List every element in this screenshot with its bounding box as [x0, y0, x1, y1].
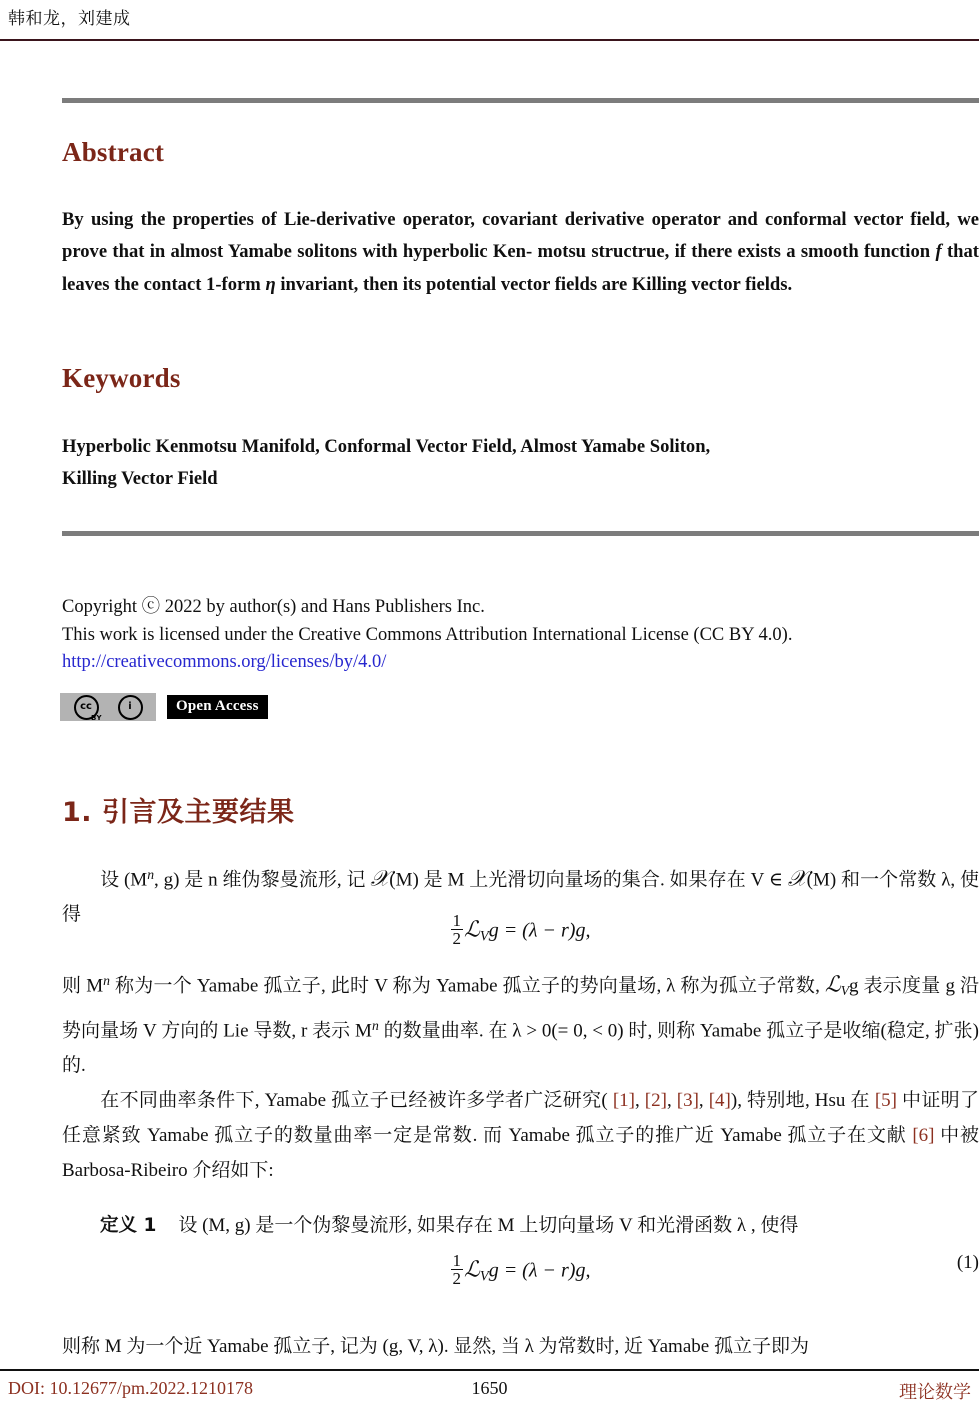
keywords-text: [62, 431, 979, 496]
cc-by-label: BY: [91, 714, 103, 722]
paragraph-3: 在不同曲率条件下, Yamabe 孤立子已经被许多学者广泛研究( [1], [2], [3], [4]), 特别地, Hsu 在 [5] 中证明了任意紧致 Yamabe 孤立子的数量曲率一定是常数. 而 Yamabe 孤立子的推广近 Yamabe 孤立子在文献 [6] 中被 Barbosa-Ribeiro 介绍如下:: [62, 1090, 979, 1181]
lie-subscript-v-2: V: [479, 1268, 489, 1285]
lie-subscript-v-inline: V: [840, 983, 850, 999]
footer-journal-name: 理论数学: [899, 1382, 971, 1403]
one-half-fraction-2: [451, 1252, 464, 1288]
lie-subscript-v: V: [479, 928, 489, 945]
header-authors: 韩和龙，刘建成: [8, 9, 131, 29]
abstract-line-2: conformal vector field, we prove that in almost Yamabe solitons with hyperbolic Ken-: [62, 209, 979, 263]
license-line: This work is licensed under the Creative Commons Attribution International License (CC BY 4.0).: [62, 624, 793, 645]
definition-text: 设 (M, g) 是一个伪黎曼流形, 如果存在 M 上切向量场 V 和光滑函数 λ , 使得: [178, 1215, 799, 1236]
abstract-line-4: invariant, then its potential vector fields are Killing vector fields.: [280, 273, 793, 295]
lie-derivative-symbol-2: ℒ: [464, 1257, 480, 1283]
citation-1[interactable]: [1]: [612, 1090, 635, 1111]
p2-part-b: 称为一个 Yamabe 孤立子, 此时 V 称为 Yamabe 孤立子的势向量场, λ 称为孤立子常数,: [109, 975, 825, 997]
fraction-numerator: 1: [452, 911, 462, 930]
p3-part-b: ), 特别地, Hsu 在: [730, 1090, 875, 1111]
citation-5[interactable]: [5]: [874, 1090, 897, 1111]
p1-part-d: (M) 和一个常数 λ, 使得: [62, 869, 979, 926]
open-access-badge[interactable]: Open Access: [167, 695, 268, 720]
abstract-bottom-rule: [62, 531, 979, 536]
equation-number: (1): [956, 1252, 979, 1273]
header-rule: [0, 39, 979, 41]
citation-2[interactable]: [2]: [644, 1090, 667, 1111]
p1-part-c: (M) 是 M 上光滑切向量场的集合. 如果存在 V ∈: [389, 869, 788, 891]
abstract-line-1: By using the properties of Lie-derivative operator, covariant derivative operator and: [62, 209, 758, 230]
equation-a-rest: g = (λ − r)g,: [488, 919, 591, 942]
page-footer: [0, 1376, 979, 1410]
fraction-numerator-2: 1: [452, 1251, 462, 1270]
definition-1: [62, 1208, 979, 1243]
keywords-line-1: Hyperbolic Kenmotsu Manifold, Conformal Vector Field, Almost Yamabe Soliton,: [62, 436, 711, 457]
one-half-fraction: [451, 912, 464, 948]
copyright-block: [62, 594, 979, 677]
p3-part-d: 中被 Barbosa-Ribeiro 介绍如下:: [62, 1125, 979, 1181]
p3-part-a: 在不同曲率条件下, Yamabe 孤立子已经被许多学者广泛研究(: [100, 1090, 613, 1111]
p3-part-c: 中证明了任意紧致 Yamabe 孤立子的数量曲率一定是常数. 而 Yamabe 孤立子的推广近 Yamabe 孤立子在文献: [62, 1090, 979, 1146]
keywords-heading: Keywords: [62, 363, 181, 393]
p2-superscript-n: n: [103, 973, 110, 988]
citation-4[interactable]: [4]: [708, 1090, 731, 1111]
p2-superscript-n-2: n: [371, 1018, 379, 1034]
display-equation-1: [62, 1252, 979, 1288]
abstract-top-rule: [62, 98, 979, 103]
abstract-math-eta: η: [265, 273, 276, 295]
footer-page-number: 1650: [471, 1378, 508, 1398]
page-header: [0, 0, 979, 41]
fraction-denominator-2: 2: [452, 1269, 462, 1289]
license-badges: [60, 693, 268, 721]
p1-part-b: , g) 是 n 维伪黎曼流形, 记: [154, 869, 371, 891]
copyright-line: Copyright ⓒ 2022 by author(s) and Hans Publishers Inc.: [62, 597, 485, 617]
abstract-line-3b: that leaves the contact 1-form: [62, 241, 979, 295]
citation-3[interactable]: [3]: [676, 1090, 699, 1111]
keywords-line-2: Killing Vector Field: [62, 468, 218, 490]
display-equation-a: [62, 912, 979, 948]
citation-6[interactable]: [6]: [912, 1125, 935, 1146]
script-x-symbol-2: 𝒳: [787, 866, 807, 892]
footer-rule: [0, 1369, 979, 1371]
license-link[interactable]: http://creativecommons.org/licenses/by/4.0/: [62, 652, 387, 672]
p1-superscript-n: n: [147, 867, 155, 882]
p2-part-c: g 表示度量 g 沿势向量场 V 方向的 Lie 导数, r 表示 M: [62, 975, 979, 1042]
paragraph-2: [62, 963, 979, 1083]
lie-derivative-symbol-inline: ℒ: [824, 972, 841, 998]
equation-1-rest: g = (λ − r)g,: [488, 1259, 591, 1282]
p1-part-a: 设 (M: [100, 869, 148, 891]
section-1-heading: 1. 引言及主要结果: [62, 797, 295, 828]
p2-part-a: 则 M: [62, 975, 104, 997]
paragraph-4: 则称 M 为一个近 Yamabe 孤立子, 记为 (g, V, λ). 显然, 当 λ 为常数时, 近 Yamabe 孤立子即为: [62, 1336, 809, 1357]
attribution-icon: i: [118, 695, 143, 720]
abstract-text: [62, 204, 979, 301]
abstract-line-3a: motsu structrue, if there exists a smooth function: [537, 241, 931, 263]
lie-derivative-symbol: ℒ: [464, 917, 480, 943]
cc-icon: cc: [74, 695, 99, 720]
fraction-denominator: 2: [452, 929, 462, 949]
abstract-math-f: f: [935, 241, 942, 263]
footer-doi[interactable]: DOI: 10.12677/pm.2022.1210178: [8, 1378, 253, 1398]
script-x-symbol: 𝒳: [370, 866, 390, 892]
definition-label: 定义 1: [100, 1215, 157, 1236]
p2-part-d: 的数量曲率. 在 λ > 0(= 0, < 0) 时, 则称 Yamabe 孤立子是收缩(稳定, 扩张)的.: [62, 1020, 979, 1077]
creative-commons-badge[interactable]: [60, 693, 156, 721]
abstract-heading: Abstract: [62, 137, 165, 167]
